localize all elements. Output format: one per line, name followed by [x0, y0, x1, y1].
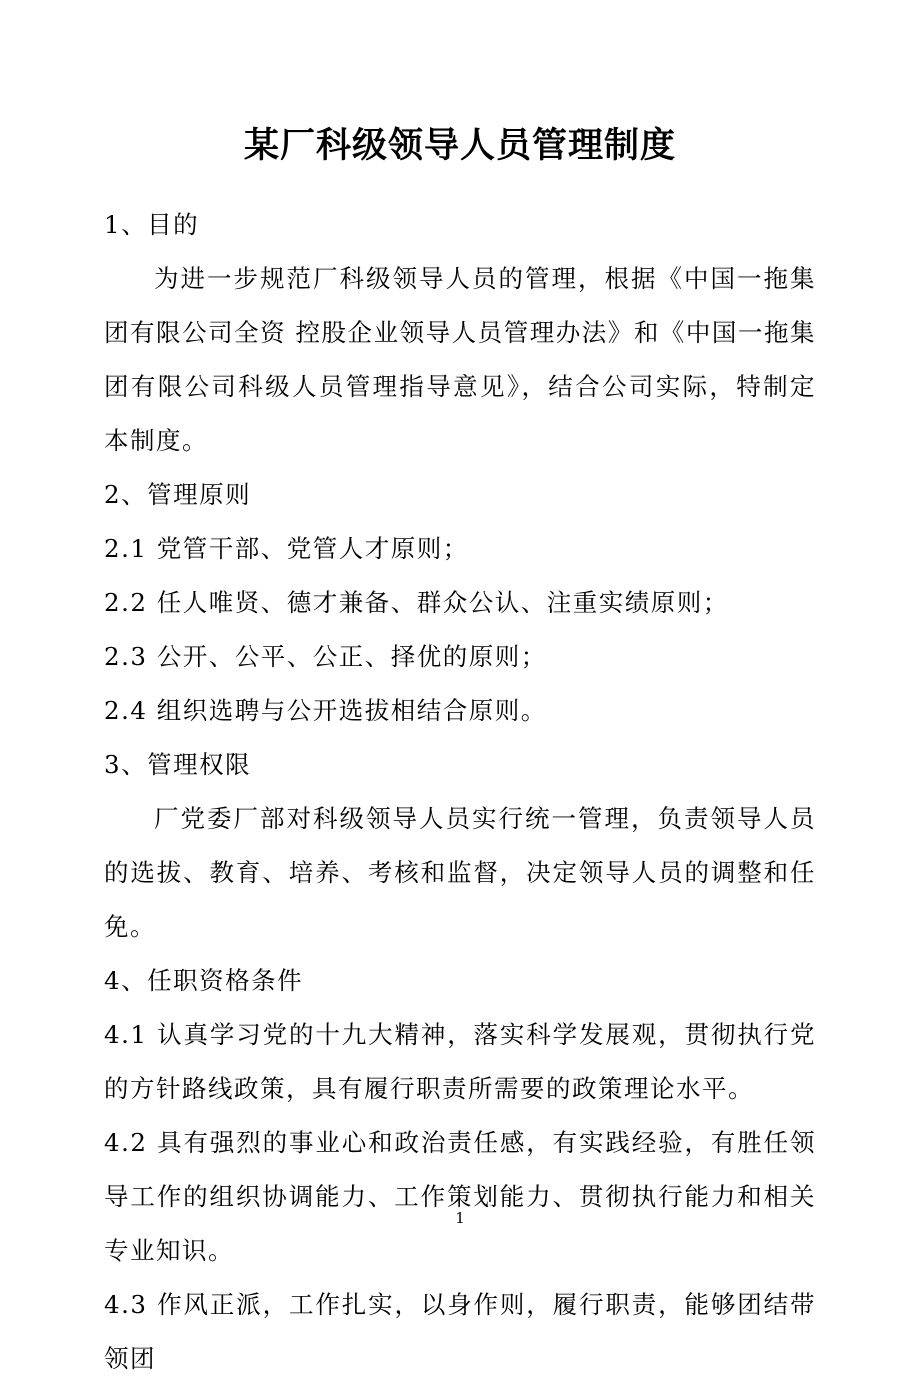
list-item-4-1: 4.1 认真学习党的十九大精神，落实科学发展观，贯彻执行党的方针路线政策，具有履行职责所需要的政策理论水平。 [104, 1020, 816, 1103]
paragraph-purpose: 为进一步规范厂科级领导人员的管理，根据《中国一拖集团有限公司全资 控股企业领导人员管理办法》和《中国一拖集团有限公司科级人员管理指导意见》，结合公司实际，特制定本制度。 [104, 264, 816, 455]
document-body [104, 198, 816, 1386]
document-title: 某厂科级领导人员管理制度 [243, 126, 676, 166]
list-item-2-2: 2.2 任人唯贤、德才兼备、群众公认、注重实绩原则； [104, 588, 729, 617]
section-heading-authority: 3、管理权限 [104, 750, 252, 779]
list-item-2-1: 2.1 党管干部、党管人才原则； [104, 534, 469, 563]
section-heading-purpose: 1、目的 [104, 210, 200, 239]
paragraph-authority: 厂党委厂部对科级领导人员实行统一管理，负责领导人员的选拔、教育、培养、考核和监督，决定领导人员的调整和任免。 [104, 804, 816, 941]
list-item-4-2: 4.2 具有强烈的事业心和政治责任感，有实践经验，有胜任领导工作的组织协调能力、工作策划能力、贯彻执行能力和相关专业知识。 [104, 1128, 816, 1265]
list-item-2-3: 2.3 公开、公平、公正、择优的原则； [104, 642, 547, 671]
page-number: 1 [455, 1209, 465, 1227]
section-heading-principles: 2、管理原则 [104, 480, 252, 509]
list-item-4-3: 4.3 作风正派，工作扎实，以身作则，履行职责，能够团结带领团 [104, 1290, 816, 1373]
section-heading-qualifications: 4、任职资格条件 [104, 966, 304, 995]
list-item-2-4: 2.4 组织选聘与公开选拔相结合原则。 [104, 696, 547, 725]
